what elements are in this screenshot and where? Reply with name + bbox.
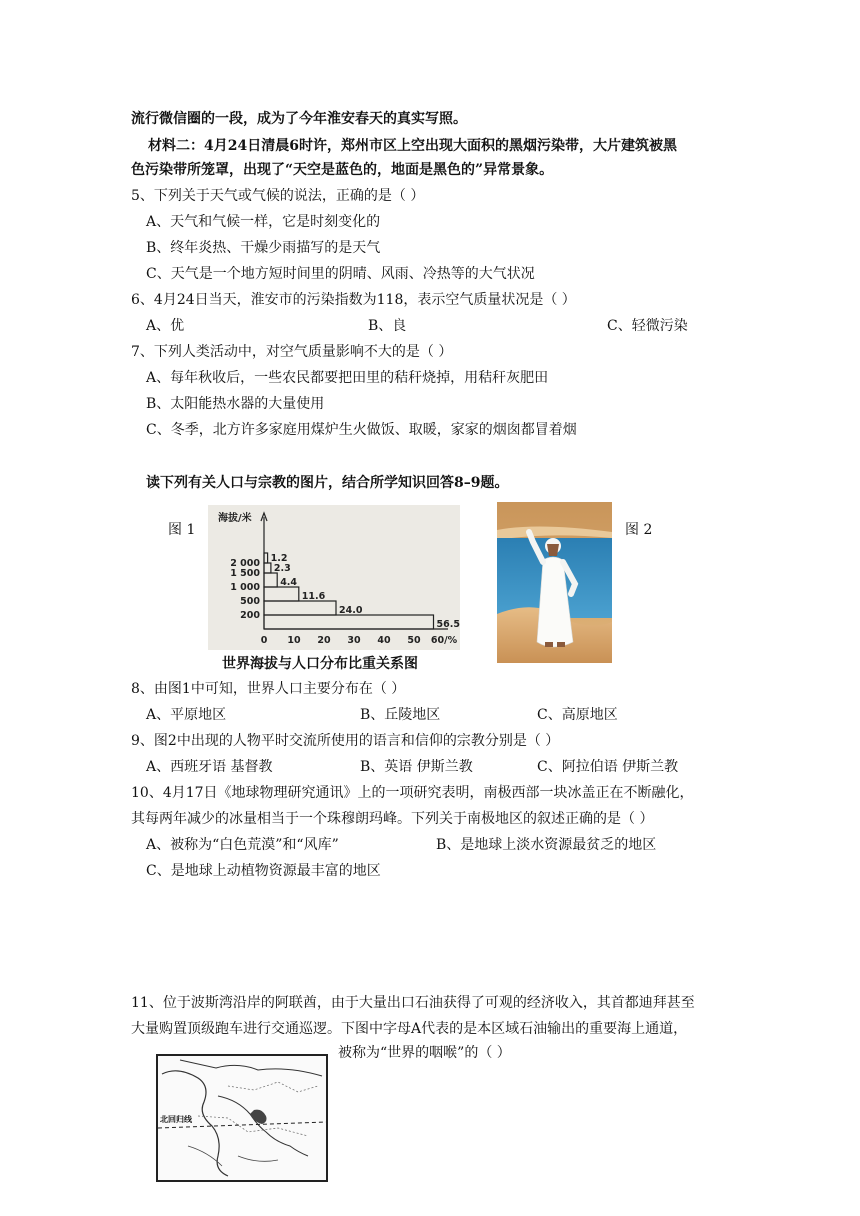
arab-man-photo xyxy=(497,502,612,663)
x-tick-label: 60/% xyxy=(430,635,458,646)
q11-line-1: 11、位于波斯湾沿岸的阿联酋，由于大量出口石油获得了可观的经济收入，其首都迪拜甚至 xyxy=(131,995,695,1011)
q6-stem: 6、4月24日当天，淮安市的污染指数为118，表示空气质量状况是（ ） xyxy=(131,292,576,308)
q9-option-c: C、阿拉伯语 伊斯兰教 xyxy=(537,759,679,775)
q8-option-b: B、丘陵地区 xyxy=(360,707,441,723)
chart-svg xyxy=(208,505,460,650)
figure-1-label: 图 1 xyxy=(168,522,196,538)
x-tick-label: 10 xyxy=(287,635,301,646)
x-tick-label: 50 xyxy=(407,635,421,646)
chart-title: 世界海拔与人口分布比重关系图 xyxy=(222,656,418,672)
bar xyxy=(264,587,299,601)
population-altitude-chart xyxy=(208,505,460,650)
altitude-tick-label: 500 xyxy=(240,596,260,607)
bar-value-label: 24.0 xyxy=(339,605,363,616)
instruction: 读下列有关人口与宗教的图片，结合所学知识回答8–9题。 xyxy=(146,475,509,491)
bar xyxy=(264,601,336,615)
q6-option-a: A、优 xyxy=(146,318,185,334)
q9-option-b: B、英语 伊斯兰教 xyxy=(360,759,473,775)
altitude-tick-label: 1 500 xyxy=(230,568,260,579)
q10-option-b: B、是地球上淡水资源最贫乏的地区 xyxy=(436,837,657,853)
bar-value-label: 11.6 xyxy=(301,591,326,602)
material-line-1: 流行微信圈的一段，成为了今年淮安春天的真实写照。 xyxy=(131,111,467,127)
bar-value-label: 56.5 xyxy=(436,619,460,630)
altitude-tick-label: 1 000 xyxy=(230,582,260,593)
q6-option-b: B、良 xyxy=(368,318,407,334)
bar-value-label: 4.4 xyxy=(280,577,298,588)
q7-stem: 7、下列人类活动中，对空气质量影响不大的是（ ） xyxy=(131,344,453,360)
y-axis-label: 海拔/米 xyxy=(218,513,252,524)
q9-stem: 9、图2中出现的人物平时交流所使用的语言和信仰的宗教分别是（ ） xyxy=(131,733,560,749)
q7-option-c: C、冬季，北方许多家庭用煤炉生火做饭、取暖，家家的烟囱都冒着烟 xyxy=(146,422,577,438)
bar xyxy=(264,573,277,587)
q8-option-a: A、平原地区 xyxy=(146,707,227,723)
material-line-2: 材料二：4月24日清晨6时许，郑州市区上空出现大面积的黑烟污染带，大片建筑被黑 xyxy=(148,138,677,154)
x-tick-label: 40 xyxy=(377,635,391,646)
q8-option-c: C、高原地区 xyxy=(537,707,618,723)
bar xyxy=(264,553,268,563)
tropic-of-cancer-label: 北回归线 xyxy=(160,1114,192,1124)
q11-line-2: 大量购置顶级跑车进行交通巡逻。下图中字母A代表的是本区域石油输出的重要海上通道， xyxy=(131,1021,688,1037)
bar-value-label: 1.2 xyxy=(270,553,288,564)
x-tick-label: 30 xyxy=(347,635,361,646)
q11-line-3: 被称为“世界的咽喉”的（ ） xyxy=(338,1045,511,1061)
q5-option-a: A、天气和气候一样，它是时刻变化的 xyxy=(146,214,381,230)
bar-value-label: 2.3 xyxy=(273,563,291,574)
q7-option-a: A、每年秋收后，一些农民都要把田里的秸秆烧掉，用秸秆灰肥田 xyxy=(146,370,549,386)
q5-stem: 5、下列关于天气或气候的说法，正确的是（ ） xyxy=(131,188,425,204)
altitude-tick-label: 2 000 xyxy=(230,558,260,569)
altitude-tick-label: 200 xyxy=(240,610,260,621)
bar xyxy=(264,615,434,629)
material-line-3: 色污染带所笼罩，出现了“天空是蓝色的，地面是黑色的”异常景象。 xyxy=(131,162,554,178)
q5-option-b: B、终年炎热、干燥少雨描写的是天气 xyxy=(146,240,381,256)
figure-2-label: 图 2 xyxy=(625,522,653,538)
x-tick-label: 0 xyxy=(260,635,268,646)
q10-line-1: 10、4月17日《地球物理研究通讯》上的一项研究表明，南极西部一块冰盖正在不断融化， xyxy=(131,785,694,801)
q5-option-c: C、天气是一个地方短时间里的阴晴、风雨、冷热等的大气状况 xyxy=(146,266,535,282)
bar xyxy=(264,563,271,573)
q10-option-a: A、被称为“白色荒漠”和“风库” xyxy=(146,837,339,853)
x-tick-label: 20 xyxy=(317,635,331,646)
q10-line-2: 其每两年减少的冰量相当于一个珠穆朗玛峰。下列关于南极地区的叙述正确的是（ ） xyxy=(131,811,654,827)
middle-east-map xyxy=(156,1054,328,1182)
q8-stem: 8、由图1中可知，世界人口主要分布在（ ） xyxy=(131,681,406,697)
q7-option-b: B、太阳能热水器的大量使用 xyxy=(146,396,325,412)
q6-option-c: C、轻微污染 xyxy=(607,318,688,334)
q10-option-c: C、是地球上动植物资源最丰富的地区 xyxy=(146,863,381,879)
q9-option-a: A、西班牙语 基督教 xyxy=(146,759,273,775)
